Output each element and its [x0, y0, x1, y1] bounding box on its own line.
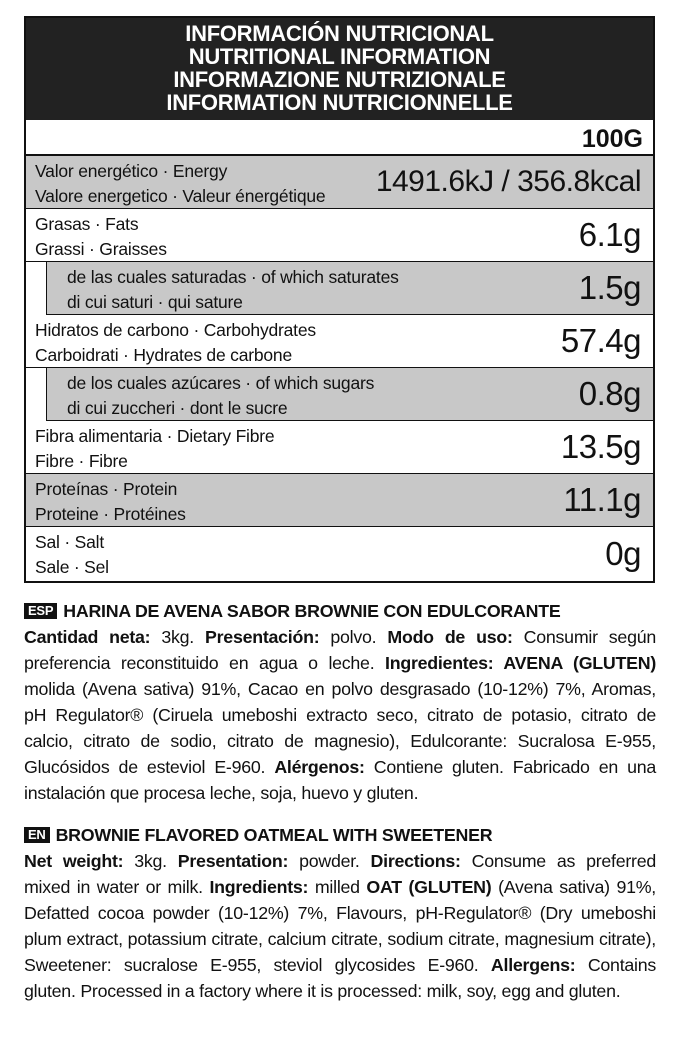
section-spanish [24, 598, 656, 806]
row-label [35, 530, 109, 580]
val-net: 3kg. [123, 851, 178, 871]
row-label [35, 212, 167, 262]
column-header-100g: 100G [26, 120, 653, 156]
key-ingredients: Ingredients: [209, 877, 309, 897]
label-line-1: Sal · Salt [35, 532, 104, 552]
table-header [26, 18, 653, 120]
label-line-1: de los cuales azúcares · of which sugars [67, 373, 375, 393]
val-presentation: polvo. [319, 627, 388, 647]
key-net: Net weight: [24, 851, 124, 871]
label-line-2: Fibre · Fibre [35, 451, 128, 471]
key-oat: OAT (GLUTEN) [366, 877, 492, 897]
label-line-2: di cui saturi · qui sature [67, 292, 243, 312]
row-salt [26, 527, 653, 580]
val-ingredients-1: milled [308, 877, 367, 897]
product-title-en: BROWNIE FLAVORED OATMEAL WITH SWEETENER [55, 825, 493, 845]
key-presentation: Presentation: [177, 851, 289, 871]
header-line-it: INFORMAZIONE NUTRIZIONALE [173, 67, 506, 92]
label-line-2: Carboidrati · Hydrates de carbone [35, 345, 293, 365]
section-title [24, 822, 656, 848]
label-line-1: Proteínas · Protein [35, 479, 178, 499]
label-line-1: Valor energético · Energy [35, 161, 228, 181]
label-line-2: Sale · Sel [35, 557, 109, 577]
header-line-en: NUTRITIONAL INFORMATION [188, 44, 491, 69]
language-tag-en: EN [24, 827, 50, 843]
row-fibre [26, 421, 653, 474]
row-label [35, 477, 186, 527]
label-line-1: Hidratos de carbono · Carbohydrates [35, 320, 316, 340]
val-allergens: Contiene gluten. Fabricado en una instalación que procesa leche, soja, huevo y gluten. [24, 757, 656, 803]
row-energy [26, 156, 653, 209]
val-allergens: Contains gluten. Processed in a factory where it is processed: milk, soy, egg and gluten. [24, 955, 656, 1001]
row-fats [26, 209, 653, 262]
label-line-2: Proteine · Protéines [35, 504, 186, 524]
row-value: 6.1g [578, 216, 641, 253]
val-directions: Consume as preferred mixed in water or milk. [24, 851, 656, 897]
row-label [35, 318, 316, 368]
row-value: 0.8g [578, 375, 641, 412]
key-presentation: Presentación: [205, 627, 320, 647]
label-line-2: Grassi · Graisses [35, 239, 167, 259]
key-usage: Modo de uso: [387, 627, 513, 647]
language-tag-esp: ESP [24, 603, 57, 619]
key-allergens: Allergens: [490, 955, 576, 975]
key-allergens: Alérgenos: [274, 757, 365, 777]
row-protein [26, 474, 653, 527]
key-directions: Directions: [370, 851, 461, 871]
val-usage: Consumir según preferencia reconstituido en agua o leche. [24, 627, 656, 673]
row-value: 57.4g [560, 322, 641, 359]
val-net: 3kg. [150, 627, 206, 647]
val-ingredients: molida (Avena sativa) 91%, Cacao en polvo desgrasado (10-12%) 7%, Aromas, pH Regulator® (Ciruela umeboshi extracto seco, citrato de potasio, citrato de calcio, citrato de sodio, citrato de magnesio), Edulcorante: Sucralosa E-955, Glucósidos de esteviol E-960. [24, 679, 656, 777]
label-line-2: di cui zuccheri · dont le sucre [67, 398, 288, 418]
val-presentation: powder. [288, 851, 371, 871]
row-label [35, 424, 274, 474]
label-line-2: Valore energetico · Valeur énergétique [35, 186, 326, 206]
row-value: 13.5g [560, 428, 641, 465]
section-english [24, 822, 656, 1004]
label-line-1: de las cuales saturadas · of which saturates [67, 267, 399, 287]
section-title [24, 598, 656, 624]
description-en [24, 848, 656, 1004]
row-value: 1.5g [578, 269, 641, 306]
row-value: 1491.6kJ / 356.8kcal [375, 165, 641, 198]
key-ingredients: Ingredientes: AVENA (GLUTEN) [385, 653, 656, 673]
header-line-es: INFORMACIÓN NUTRICIONAL [185, 21, 494, 46]
product-title-es: HARINA DE AVENA SABOR BROWNIE CON EDULCORANTE [63, 601, 561, 621]
label-line-1: Grasas · Fats [35, 214, 139, 234]
row-value: 11.1g [563, 481, 641, 518]
description-es [24, 624, 656, 806]
row-label [67, 265, 399, 315]
row-saturates [46, 262, 653, 315]
row-value: 0g [605, 534, 641, 572]
nutrition-table [24, 16, 655, 583]
label-line-1: Fibra alimentaria · Dietary Fibre [35, 426, 275, 446]
header-line-fr: INFORMATION NUTRICIONNELLE [166, 90, 513, 115]
row-carbohydrates [26, 315, 653, 368]
val-ingredients-2: (Avena sativa) 91%, Defatted cocoa powder (10-12%) 7%, Flavours, pH-Regulator® (Dry umeboshi plum extract, potassium citrate, calcium citrate, sodium citrate, magnesium citrate), Sweetener: sucralose E-955, steviol glycosides E-960. [24, 877, 656, 975]
key-net: Cantidad neta: [24, 627, 151, 647]
row-sugars [46, 368, 653, 421]
row-label [67, 371, 374, 421]
row-label [35, 159, 325, 209]
